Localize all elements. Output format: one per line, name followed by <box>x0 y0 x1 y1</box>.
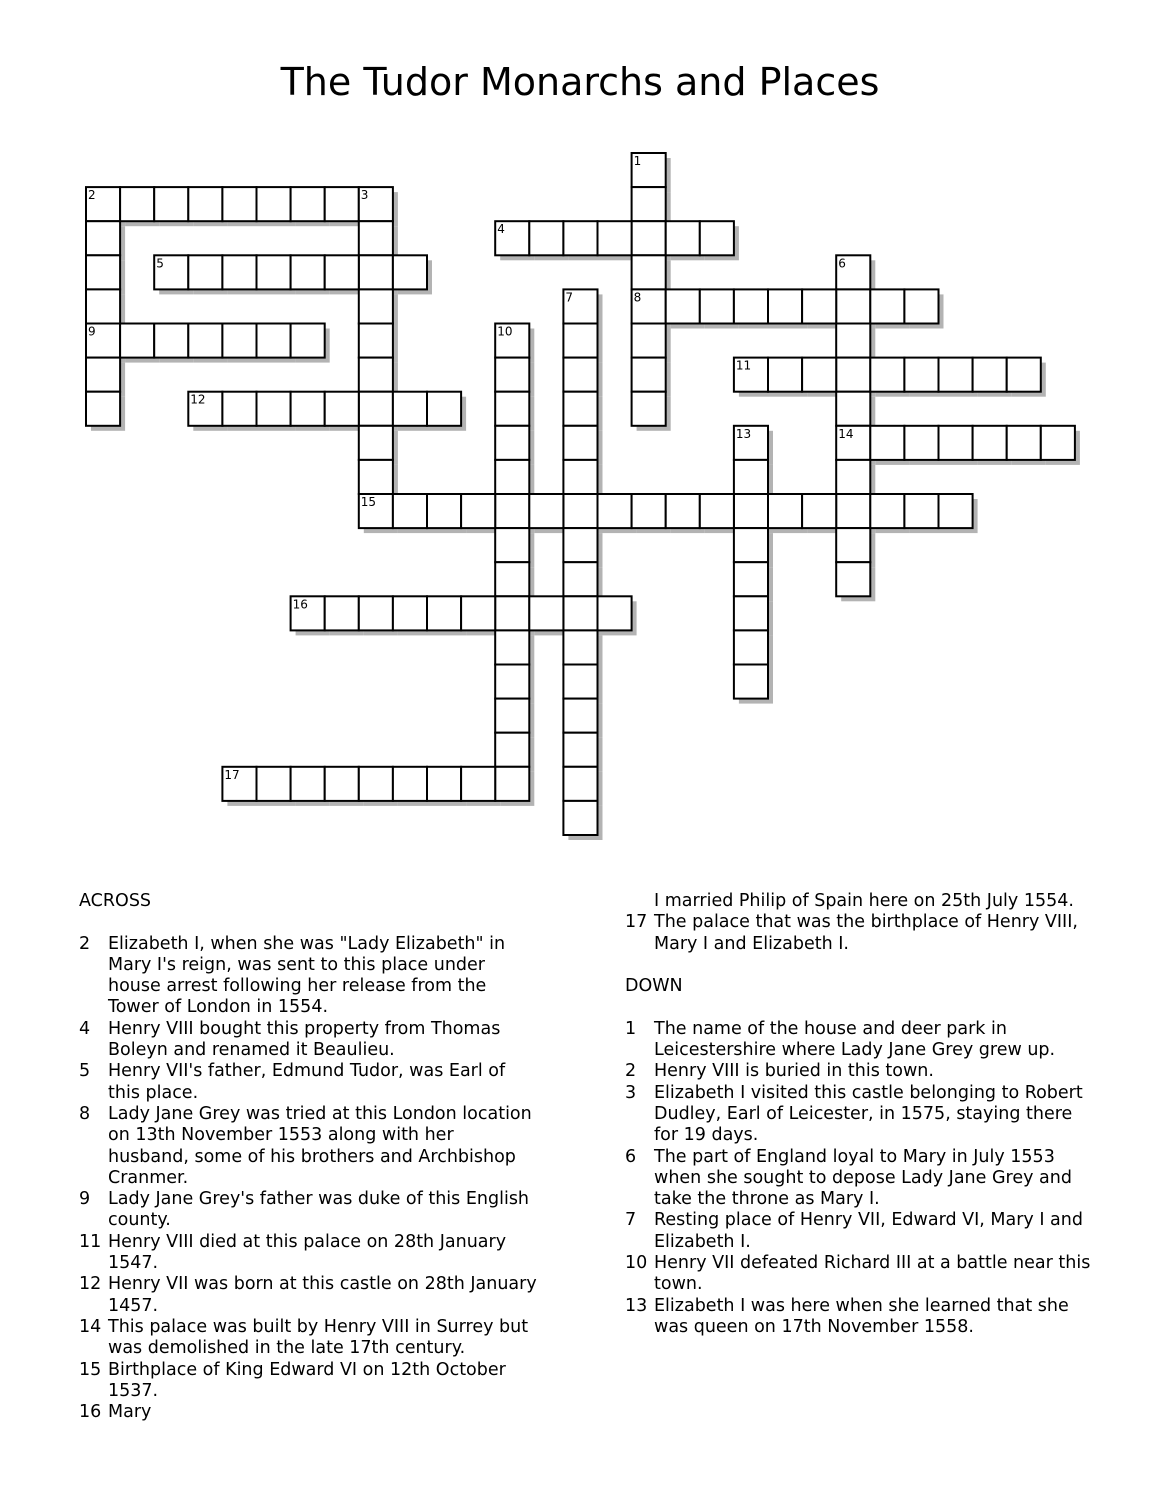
crossword-cell[interactable] <box>734 630 768 664</box>
cell-number: 13 <box>735 426 752 441</box>
crossword-cell[interactable] <box>359 596 393 630</box>
crossword-cell[interactable] <box>495 699 529 733</box>
clue-text: Lady Jane Grey was tried at this London location on 13th November 1553 along with her husband, some of his brothers and Archbishop Cranmer. <box>108 1103 532 1188</box>
down-clue-10 <box>625 1253 1095 1296</box>
page-title: The Tudor Monarchs and Places <box>280 60 880 104</box>
crossword-cell[interactable] <box>632 187 666 221</box>
across-clue-17 <box>625 912 1095 955</box>
cell-number: 6 <box>838 256 846 271</box>
clue-number: 13 <box>625 1295 648 1316</box>
crossword-cell[interactable] <box>734 665 768 699</box>
clue-text: The palace that was the birthplace of Henry VIII, Mary I and Elizabeth I. <box>654 912 1078 954</box>
crossword-cell[interactable] <box>836 392 870 426</box>
crossword-cell[interactable] <box>495 596 529 630</box>
crossword-cell[interactable] <box>325 767 359 801</box>
clue-number: 14 <box>79 1316 102 1337</box>
crossword-cell[interactable] <box>222 255 256 289</box>
crossword-cell[interactable] <box>700 494 734 528</box>
down-clue-6 <box>625 1147 1095 1211</box>
crossword-cell[interactable] <box>563 221 597 255</box>
crossword-cell[interactable] <box>1007 358 1041 392</box>
down-clue-2 <box>625 1061 1095 1082</box>
crossword-cell[interactable] <box>563 460 597 494</box>
crossword-cell[interactable] <box>700 289 734 323</box>
clue-text: Henry VII was born at this castle on 28th January 1457. <box>108 1274 537 1316</box>
clue-text-continued: I married Philip of Spain here on 25th July 1554. <box>654 891 1074 911</box>
crossword-cell[interactable] <box>768 289 802 323</box>
crossword-cell[interactable] <box>86 289 120 323</box>
crossword-cell[interactable] <box>632 324 666 358</box>
crossword-cell[interactable] <box>495 392 529 426</box>
crossword-cell[interactable] <box>734 494 768 528</box>
crossword-cell[interactable] <box>973 426 1007 460</box>
crossword-cell[interactable] <box>563 494 597 528</box>
crossword-cell[interactable] <box>325 392 359 426</box>
crossword-cell[interactable] <box>836 324 870 358</box>
crossword-cell[interactable] <box>86 221 120 255</box>
clue-text: Elizabeth I visited this castle belonging to Robert Dudley, Earl of Leicester, in 1575, staying there for 19 days. <box>654 1082 1083 1146</box>
clue-text: Henry VIII died at this palace on 28th January 1547. <box>108 1231 507 1274</box>
crossword-cell[interactable] <box>836 494 870 528</box>
crossword-cell[interactable] <box>427 767 461 801</box>
crossword-cell[interactable] <box>222 187 256 221</box>
crossword-cell[interactable] <box>836 528 870 562</box>
crossword-cell[interactable] <box>495 460 529 494</box>
crossword-cell[interactable] <box>495 733 529 767</box>
crossword-cell[interactable] <box>870 426 904 460</box>
crossword-cell[interactable] <box>325 187 359 221</box>
down-clue-3 <box>625 1083 1095 1147</box>
clue-text: Resting place of Henry VII, Edward VI, Mary I and Elizabeth I. <box>654 1210 1083 1252</box>
across-clue-2 <box>79 934 539 1019</box>
across-clue-4 <box>79 1019 539 1062</box>
cell-number: 2 <box>88 188 96 203</box>
crossword-cell[interactable] <box>257 324 291 358</box>
crossword-cell[interactable] <box>257 187 291 221</box>
crossword-cell[interactable] <box>427 494 461 528</box>
crossword-cell[interactable] <box>393 596 427 630</box>
clue-text: Birthplace of King Edward VI on 12th October 1537. <box>108 1359 506 1401</box>
crossword-cell[interactable] <box>632 494 666 528</box>
crossword-cell[interactable] <box>563 528 597 562</box>
crossword-cell[interactable] <box>768 494 802 528</box>
clue-number: 15 <box>79 1359 102 1380</box>
crossword-cell[interactable] <box>154 324 188 358</box>
crossword-cell[interactable] <box>563 324 597 358</box>
cell-number: 11 <box>735 358 752 373</box>
clue-text: Lady Jane Grey's father was duke of this English county. <box>108 1189 530 1231</box>
crossword-cell[interactable] <box>359 324 393 358</box>
across-clue-14 <box>79 1317 539 1360</box>
crossword-cell[interactable] <box>802 289 836 323</box>
cell-number: 7 <box>565 290 574 305</box>
crossword-cell[interactable] <box>529 221 563 255</box>
cell-number: 10 <box>497 324 513 339</box>
crossword-cell[interactable] <box>563 392 597 426</box>
crossword-cell[interactable] <box>495 562 529 596</box>
clue-text: The part of England loyal to Mary in July 1553 when she sought to depose Lady Jane Grey and take the throne as Mary I. <box>654 1146 1072 1210</box>
crossword-cell[interactable] <box>86 255 120 289</box>
down-clue-1 <box>625 1019 1095 1062</box>
crossword-cell[interactable] <box>495 358 529 392</box>
across-clue-15 <box>79 1360 539 1403</box>
crossword-cell[interactable] <box>495 494 529 528</box>
clue-number: 17 <box>625 912 648 933</box>
crossword-cell[interactable] <box>870 494 904 528</box>
crossword-cell[interactable] <box>904 426 938 460</box>
clue-text: Elizabeth I, when she was "Lady Elizabeth" in Mary I's reign, was sent to this place under house arrest following her release from the Tower of London in 1554. <box>108 933 506 1018</box>
clue-text: Mary <box>108 1402 152 1423</box>
across-clue-list <box>79 934 539 1424</box>
crossword-cell[interactable] <box>836 358 870 392</box>
clue-number: 2 <box>79 933 91 954</box>
crossword-cell[interactable] <box>563 562 597 596</box>
crossword-cell[interactable] <box>461 494 495 528</box>
cell-number: 3 <box>360 188 369 203</box>
cell-number: 14 <box>838 426 854 441</box>
clue-number: 8 <box>79 1103 91 1124</box>
crossword-cell[interactable] <box>632 255 666 289</box>
crossword-cell[interactable] <box>495 630 529 664</box>
cell-number: 9 <box>88 324 96 339</box>
crossword-cell[interactable] <box>188 324 222 358</box>
clue-text: Henry VII defeated Richard III at a battle near this town. <box>654 1253 1091 1295</box>
cell-number: 8 <box>633 290 642 305</box>
crossword-cell[interactable] <box>325 596 359 630</box>
crossword-cell[interactable] <box>359 426 393 460</box>
crossword-cell[interactable] <box>904 358 938 392</box>
down-heading: DOWN <box>625 976 683 997</box>
cell-number: 12 <box>190 392 206 407</box>
across-clue-12 <box>79 1274 539 1317</box>
crossword-cell[interactable] <box>1041 426 1075 460</box>
crossword-cell[interactable] <box>188 255 222 289</box>
crossword-cell[interactable] <box>563 596 597 630</box>
crossword-cell[interactable] <box>359 392 393 426</box>
crossword-cell[interactable] <box>393 255 427 289</box>
crossword-cell[interactable] <box>768 358 802 392</box>
clue-number: 2 <box>625 1061 637 1082</box>
crossword-cell[interactable] <box>904 494 938 528</box>
crossword-cell[interactable] <box>188 187 222 221</box>
crossword-cell[interactable] <box>563 733 597 767</box>
crossword-cell[interactable] <box>836 289 870 323</box>
crossword-cell[interactable] <box>563 358 597 392</box>
crossword-cell[interactable] <box>529 494 563 528</box>
crossword-cell[interactable] <box>598 494 632 528</box>
crossword-cell[interactable] <box>359 767 393 801</box>
clue-text: Henry VIII is buried in this town. <box>654 1061 934 1082</box>
crossword-cell[interactable] <box>495 767 529 801</box>
crossword-cell[interactable] <box>86 358 120 392</box>
crossword-cell[interactable] <box>939 426 973 460</box>
across-clue-16 <box>79 1402 539 1423</box>
clue-number: 1 <box>625 1018 637 1039</box>
clue-number: 10 <box>625 1253 648 1274</box>
crossword-cell[interactable] <box>393 767 427 801</box>
crossword-cell[interactable] <box>836 562 870 596</box>
crossword-cell[interactable] <box>939 494 973 528</box>
crossword-cell[interactable] <box>563 699 597 733</box>
crossword-cell[interactable] <box>700 221 734 255</box>
crossword-cell[interactable] <box>563 801 597 835</box>
clue-number: 11 <box>79 1231 102 1252</box>
across-heading: ACROSS <box>79 891 152 911</box>
across-clue-continued <box>625 891 1095 912</box>
crossword-cell[interactable] <box>461 767 495 801</box>
crossword-cell[interactable] <box>802 358 836 392</box>
clue-number: 5 <box>79 1061 91 1082</box>
crossword-cell[interactable] <box>734 562 768 596</box>
clue-number: 4 <box>79 1018 91 1039</box>
crossword-cell[interactable] <box>904 289 938 323</box>
clue-text: Henry VII's father, Edmund Tudor, was Earl of this place. <box>108 1061 506 1103</box>
cell-number: 5 <box>156 256 164 271</box>
clue-number: 7 <box>625 1210 637 1231</box>
across-clue-list-continued <box>625 891 1095 955</box>
crossword-cell[interactable] <box>632 358 666 392</box>
crossword-cell[interactable] <box>359 460 393 494</box>
crossword-cell[interactable] <box>154 187 188 221</box>
crossword-cell[interactable] <box>495 426 529 460</box>
crossword-cell[interactable] <box>666 289 700 323</box>
crossword-cell[interactable] <box>973 358 1007 392</box>
crossword-cell[interactable] <box>870 289 904 323</box>
clue-number: 6 <box>625 1146 637 1167</box>
crossword-cell[interactable] <box>836 460 870 494</box>
crossword-cell[interactable] <box>666 494 700 528</box>
clue-number: 9 <box>79 1189 91 1210</box>
cell-number: 4 <box>497 222 505 237</box>
cell-number: 15 <box>360 495 377 509</box>
crossword-cell[interactable] <box>632 392 666 426</box>
clue-number: 12 <box>79 1274 102 1295</box>
crossword-cell[interactable] <box>427 596 461 630</box>
crossword-cell[interactable] <box>257 255 291 289</box>
cell-number: 1 <box>633 154 642 168</box>
crossword-cell[interactable] <box>734 528 768 562</box>
crossword-cell[interactable] <box>563 426 597 460</box>
crossword-cell[interactable] <box>598 221 632 255</box>
crossword-cell[interactable] <box>359 255 393 289</box>
crossword-cell[interactable] <box>563 630 597 664</box>
down-clue-7 <box>625 1210 1095 1253</box>
crossword-cell[interactable] <box>598 596 632 630</box>
crossword-cell[interactable] <box>359 358 393 392</box>
crossword-cell[interactable] <box>734 596 768 630</box>
crossword-cell[interactable] <box>325 255 359 289</box>
crossword-cell[interactable] <box>393 392 427 426</box>
crossword-cell[interactable] <box>1007 426 1041 460</box>
down-clue-13 <box>625 1296 1095 1339</box>
crossword-cell[interactable] <box>120 187 154 221</box>
across-clues-column <box>79 891 539 1423</box>
clue-text: Elizabeth I was here when she learned that she was queen on 17th November 1558. <box>654 1295 1069 1337</box>
crossword-cell[interactable] <box>86 392 120 426</box>
cell-number: 16 <box>292 597 308 612</box>
crossword-cell[interactable] <box>870 358 904 392</box>
clue-text: The name of the house and deer park in Leicestershire where Lady Jane Grey grew up. <box>654 1018 1056 1061</box>
crossword-cell[interactable] <box>734 460 768 494</box>
crossword-cell[interactable] <box>666 221 700 255</box>
crossword-cell[interactable] <box>291 324 325 358</box>
crossword-cell[interactable] <box>461 596 495 630</box>
across-clue-5 <box>79 1061 539 1104</box>
crossword-cell[interactable] <box>359 221 393 255</box>
crossword-cell[interactable] <box>120 324 154 358</box>
crossword-cell[interactable] <box>427 392 461 426</box>
crossword-cell[interactable] <box>563 665 597 699</box>
crossword-cell[interactable] <box>563 767 597 801</box>
clue-text: Henry VIII bought this property from Thomas Boleyn and renamed it Beaulieu. <box>108 1018 501 1061</box>
crossword-cell[interactable] <box>222 392 256 426</box>
crossword-cell[interactable] <box>291 392 325 426</box>
crossword-cell[interactable] <box>222 324 256 358</box>
crossword-cell[interactable] <box>495 665 529 699</box>
crossword-cell[interactable] <box>291 187 325 221</box>
crossword-cell[interactable] <box>257 392 291 426</box>
crossword-cell[interactable] <box>529 596 563 630</box>
down-clue-list <box>625 1019 1095 1338</box>
crossword-cell[interactable] <box>291 767 325 801</box>
crossword-cell[interactable] <box>802 494 836 528</box>
clue-number: 16 <box>79 1402 102 1423</box>
across-clue-8 <box>79 1104 539 1189</box>
crossword-cell[interactable] <box>393 494 427 528</box>
clue-number: 3 <box>625 1082 637 1103</box>
crossword-cell[interactable] <box>632 221 666 255</box>
cell-number: 17 <box>224 767 240 782</box>
clue-text: This palace was built by Henry VIII in Surrey but was demolished in the late 17th century. <box>108 1316 529 1359</box>
across-clue-11 <box>79 1232 539 1275</box>
crossword-cell[interactable] <box>939 358 973 392</box>
crossword-cell[interactable] <box>359 289 393 323</box>
crossword-cell[interactable] <box>734 289 768 323</box>
down-clues-column <box>625 891 1095 1338</box>
crossword-cell[interactable] <box>495 528 529 562</box>
across-clue-9 <box>79 1189 539 1232</box>
crossword-cell[interactable] <box>257 767 291 801</box>
crossword-cell[interactable] <box>291 255 325 289</box>
